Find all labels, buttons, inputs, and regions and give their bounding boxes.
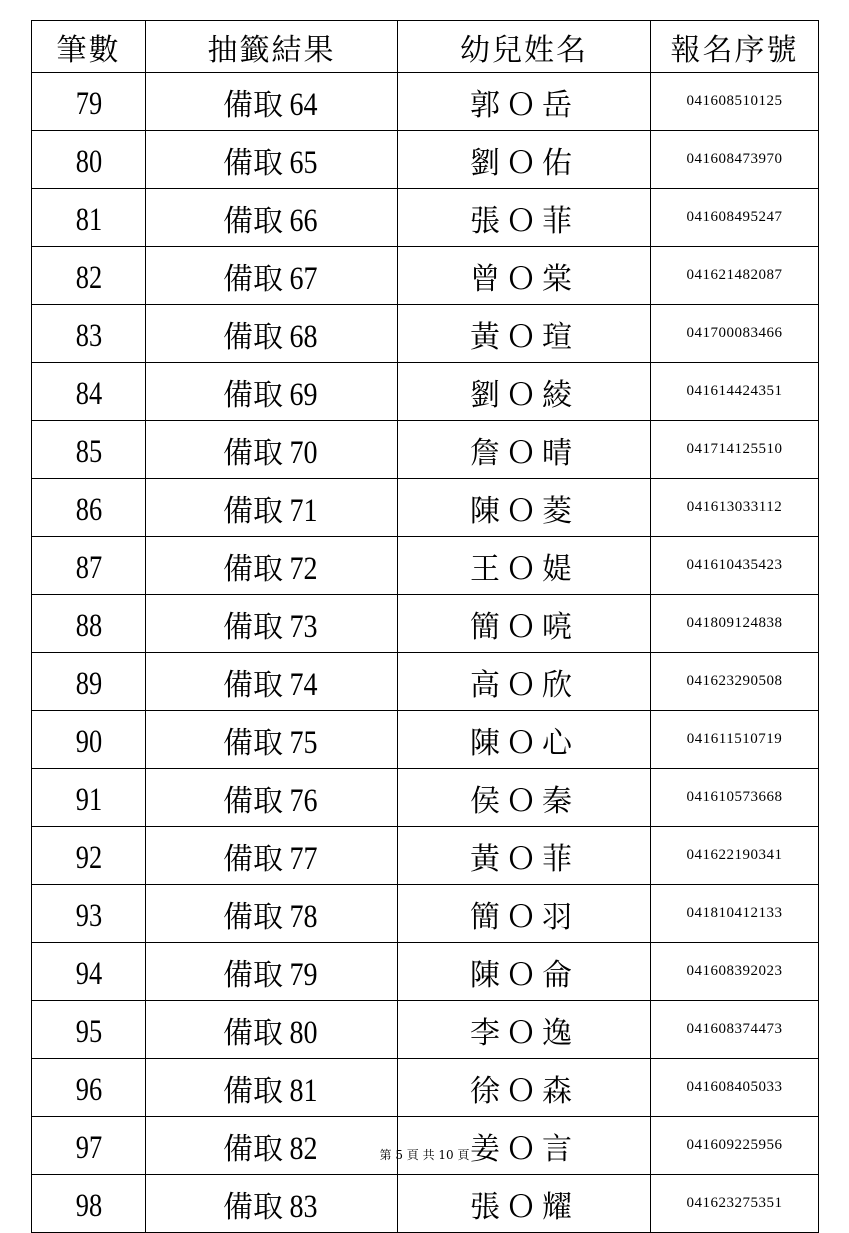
row-registration-number: 041610573668 — [651, 769, 819, 827]
row-child-name: 姜Ｏ言 — [398, 1117, 651, 1175]
row-child-name: 張Ｏ耀 — [398, 1175, 651, 1233]
row-count: 94 — [43, 943, 134, 1001]
row-child-name: 郭Ｏ岳 — [398, 73, 651, 131]
draw-result-label: 備取 — [223, 841, 283, 877]
row-draw-result — [146, 247, 398, 305]
table-row — [32, 363, 819, 421]
row-child-name: 侯Ｏ秦 — [398, 769, 651, 827]
draw-result-label: 備取 — [223, 261, 283, 297]
row-count: 92 — [43, 827, 134, 885]
row-count: 83 — [43, 305, 134, 363]
draw-result-label: 備取 — [223, 203, 283, 239]
draw-result-label: 備取 — [223, 609, 283, 645]
row-draw-result — [146, 73, 398, 131]
row-registration-number: 041608392023 — [651, 943, 819, 1001]
draw-result-label: 備取 — [223, 435, 283, 471]
row-count: 88 — [43, 595, 134, 653]
row-count: 89 — [43, 653, 134, 711]
row-registration-number: 041809124838 — [651, 595, 819, 653]
draw-result-number: 76 — [289, 782, 318, 819]
row-count: 82 — [43, 247, 134, 305]
draw-result-number: 65 — [289, 144, 318, 181]
row-child-name: 張Ｏ菲 — [398, 189, 651, 247]
row-draw-result — [146, 769, 398, 827]
row-child-name: 高Ｏ欣 — [398, 653, 651, 711]
draw-result-number: 80 — [289, 1014, 318, 1051]
row-child-name: 陳Ｏ菱 — [398, 479, 651, 537]
row-registration-number: 041614424351 — [651, 363, 819, 421]
draw-result-label: 備取 — [223, 377, 283, 413]
header-row — [32, 21, 819, 73]
draw-result-number: 77 — [289, 840, 318, 877]
row-child-name: 黃Ｏ菲 — [398, 827, 651, 885]
draw-result-number: 78 — [289, 898, 318, 935]
lottery-results-table — [31, 20, 819, 1233]
row-count: 93 — [43, 885, 134, 943]
draw-result-label: 備取 — [223, 1189, 283, 1225]
row-registration-number: 041623290508 — [651, 653, 819, 711]
row-registration-number: 041623275351 — [651, 1175, 819, 1233]
table-row — [32, 595, 819, 653]
row-registration-number: 041610435423 — [651, 537, 819, 595]
row-count: 85 — [43, 421, 134, 479]
row-registration-number: 041622190341 — [651, 827, 819, 885]
draw-result-number: 67 — [289, 260, 318, 297]
row-draw-result — [146, 189, 398, 247]
row-child-name: 陳Ｏ心 — [398, 711, 651, 769]
table-row — [32, 189, 819, 247]
draw-result-label: 備取 — [223, 1131, 283, 1167]
draw-result-number: 82 — [289, 1130, 318, 1167]
row-registration-number: 041608495247 — [651, 189, 819, 247]
row-draw-result — [146, 131, 398, 189]
draw-result-number: 83 — [289, 1188, 318, 1225]
row-draw-result — [146, 421, 398, 479]
row-child-name: 劉Ｏ綾 — [398, 363, 651, 421]
row-child-name: 簡Ｏ喨 — [398, 595, 651, 653]
row-draw-result — [146, 711, 398, 769]
row-count: 86 — [43, 479, 134, 537]
table-row — [32, 827, 819, 885]
draw-result-number: 68 — [289, 318, 318, 355]
table-row — [32, 653, 819, 711]
row-child-name: 陳Ｏ侖 — [398, 943, 651, 1001]
row-registration-number: 041608374473 — [651, 1001, 819, 1059]
draw-result-label: 備取 — [223, 87, 283, 123]
table-row — [32, 305, 819, 363]
row-registration-number: 041621482087 — [651, 247, 819, 305]
row-registration-number: 041700083466 — [651, 305, 819, 363]
table-row — [32, 537, 819, 595]
row-count: 84 — [43, 363, 134, 421]
row-draw-result — [146, 595, 398, 653]
row-count: 91 — [43, 769, 134, 827]
row-draw-result — [146, 305, 398, 363]
draw-result-number: 64 — [289, 86, 318, 123]
row-child-name: 李Ｏ逸 — [398, 1001, 651, 1059]
table-header — [32, 21, 819, 73]
row-draw-result — [146, 653, 398, 711]
draw-result-number: 74 — [289, 666, 318, 703]
row-draw-result — [146, 827, 398, 885]
row-draw-result — [146, 363, 398, 421]
row-count: 97 — [43, 1117, 134, 1175]
draw-result-label: 備取 — [223, 957, 283, 993]
row-registration-number: 041714125510 — [651, 421, 819, 479]
row-draw-result — [146, 943, 398, 1001]
draw-result-label: 備取 — [223, 551, 283, 587]
table-body — [32, 73, 819, 1233]
draw-result-label: 備取 — [223, 1015, 283, 1051]
draw-result-number: 81 — [289, 1072, 318, 1109]
row-count: 79 — [43, 73, 134, 131]
row-child-name: 簡Ｏ羽 — [398, 885, 651, 943]
draw-result-number: 71 — [289, 492, 318, 529]
row-child-name: 徐Ｏ森 — [398, 1059, 651, 1117]
draw-result-label: 備取 — [223, 493, 283, 529]
row-count: 90 — [43, 711, 134, 769]
table-row — [32, 943, 819, 1001]
row-draw-result — [146, 1059, 398, 1117]
draw-result-label: 備取 — [223, 667, 283, 703]
draw-result-label: 備取 — [223, 1073, 283, 1109]
header-count: 筆數 — [32, 21, 146, 73]
draw-result-number: 73 — [289, 608, 318, 645]
row-count: 80 — [43, 131, 134, 189]
header-child-name: 幼兒姓名 — [398, 21, 651, 73]
draw-result-number: 70 — [289, 434, 318, 471]
table-row — [32, 769, 819, 827]
row-draw-result — [146, 1175, 398, 1233]
table-row — [32, 1059, 819, 1117]
draw-result-number: 66 — [289, 202, 318, 239]
draw-result-number: 79 — [289, 956, 318, 993]
table-row — [32, 1175, 819, 1233]
row-registration-number: 041613033112 — [651, 479, 819, 537]
draw-result-label: 備取 — [223, 725, 283, 761]
row-draw-result — [146, 1001, 398, 1059]
row-registration-number: 041608473970 — [651, 131, 819, 189]
table-row — [32, 1001, 819, 1059]
draw-result-label: 備取 — [223, 899, 283, 935]
draw-result-number: 69 — [289, 376, 318, 413]
row-registration-number: 041611510719 — [651, 711, 819, 769]
table-row — [32, 73, 819, 131]
draw-result-label: 備取 — [223, 319, 283, 355]
row-child-name: 詹Ｏ晴 — [398, 421, 651, 479]
draw-result-label: 備取 — [223, 145, 283, 181]
draw-result-label: 備取 — [223, 783, 283, 819]
row-draw-result — [146, 537, 398, 595]
row-draw-result — [146, 479, 398, 537]
page-footer: 第 5 頁 共 10 頁 — [379, 1148, 470, 1162]
header-draw-result: 抽籤結果 — [146, 21, 398, 73]
row-count: 95 — [43, 1001, 134, 1059]
row-registration-number: 041810412133 — [651, 885, 819, 943]
draw-result-number: 72 — [289, 550, 318, 587]
table-row — [32, 421, 819, 479]
table-row — [32, 131, 819, 189]
row-count: 81 — [43, 189, 134, 247]
row-child-name: 王Ｏ媞 — [398, 537, 651, 595]
row-count: 96 — [43, 1059, 134, 1117]
table-row — [32, 711, 819, 769]
row-child-name: 黃Ｏ瑄 — [398, 305, 651, 363]
draw-result-number: 75 — [289, 724, 318, 761]
header-registration-number: 報名序號 — [651, 21, 819, 73]
table-row — [32, 885, 819, 943]
row-child-name: 劉Ｏ佑 — [398, 131, 651, 189]
row-registration-number: 041608510125 — [651, 73, 819, 131]
row-registration-number: 041609225956 — [651, 1117, 819, 1175]
row-child-name: 曾Ｏ棠 — [398, 247, 651, 305]
row-registration-number: 041608405033 — [651, 1059, 819, 1117]
table-row — [32, 247, 819, 305]
row-draw-result — [146, 885, 398, 943]
row-count: 98 — [43, 1175, 134, 1233]
table-row — [32, 479, 819, 537]
row-count: 87 — [43, 537, 134, 595]
